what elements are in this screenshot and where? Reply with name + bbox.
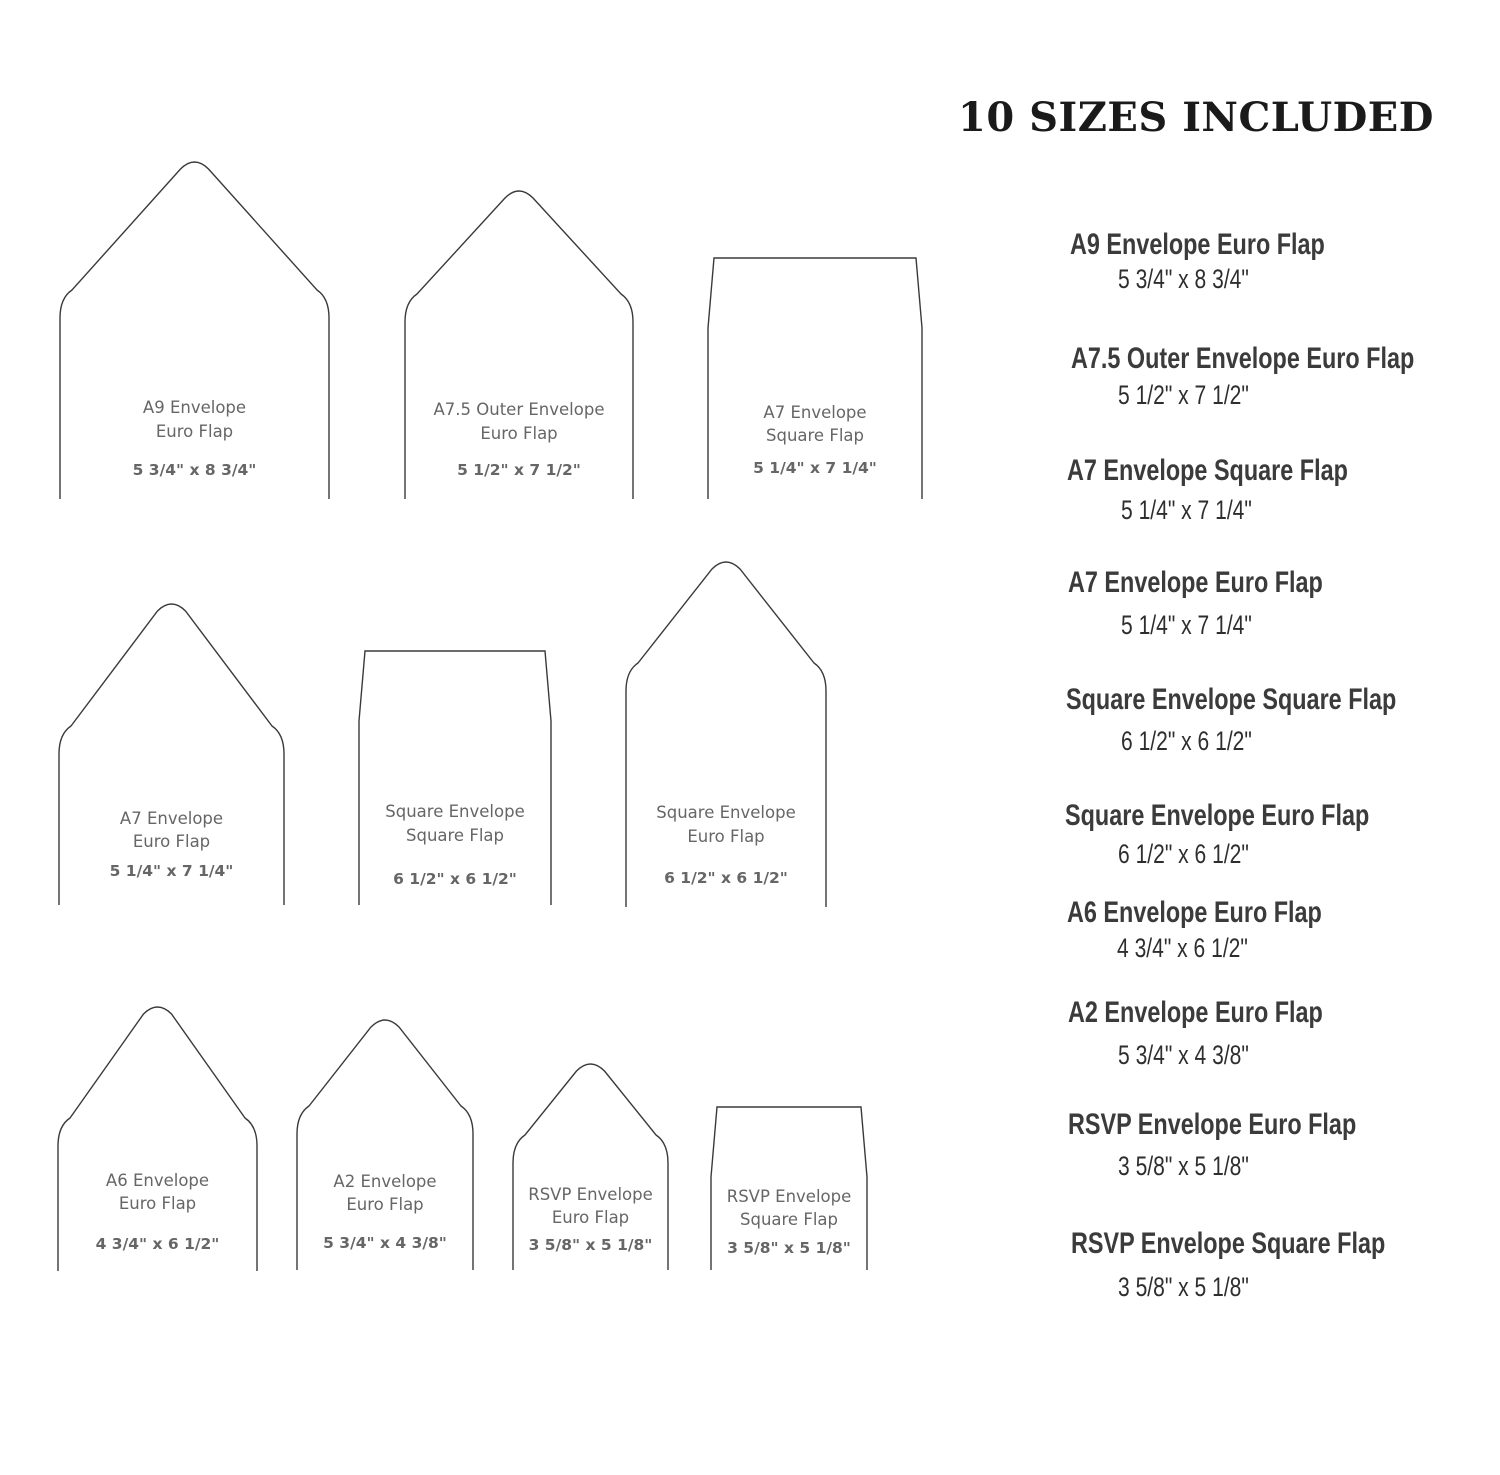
envelope-dimensions: 4 3/4" x 6 1/2" xyxy=(95,1235,220,1253)
envelope-label: A7 Envelope xyxy=(119,809,224,828)
size-list-name: RSVP Envelope Square Flap xyxy=(1071,1227,1386,1260)
size-list-name: A6 Envelope Euro Flap xyxy=(1067,896,1322,929)
size-list-name: RSVP Envelope Euro Flap xyxy=(1068,1108,1357,1141)
envelope-dimensions: 5 1/2" x 7 1/2" xyxy=(457,461,581,479)
envelope-dimensions: 6 1/2" x 6 1/2" xyxy=(664,869,788,887)
envelope-a75-euro xyxy=(405,191,633,499)
size-list-name: A7.5 Outer Envelope Euro Flap xyxy=(1071,342,1415,375)
size-list-dims: 6 1/2" x 6 1/2" xyxy=(1118,839,1249,869)
envelope-label: RSVP Envelope xyxy=(726,1187,852,1206)
size-list-dims: 5 1/4" x 7 1/4" xyxy=(1121,610,1252,640)
envelope-flap-label: Square Flap xyxy=(740,1210,838,1229)
size-list-dims: 5 1/2" x 7 1/2" xyxy=(1118,380,1249,410)
size-list-dims: 6 1/2" x 6 1/2" xyxy=(1121,726,1252,756)
envelope-label: Square Envelope xyxy=(656,803,796,822)
envelope-dimensions: 5 3/4" x 8 3/4" xyxy=(132,461,257,479)
size-list-dims: 5 3/4" x 4 3/8" xyxy=(1118,1040,1249,1070)
envelope-flap-label: Euro Flap xyxy=(155,422,234,441)
envelope-label: RSVP Envelope xyxy=(528,1185,653,1204)
size-list-name: Square Envelope Euro Flap xyxy=(1065,799,1370,832)
envelope-flap-label: Euro Flap xyxy=(118,1194,197,1213)
envelope-outline xyxy=(359,651,551,905)
envelope-outline xyxy=(59,604,284,905)
envelope-dimensions: 5 3/4" x 4 3/8" xyxy=(323,1234,447,1252)
envelope-dimensions: 3 5/8" x 5 1/8" xyxy=(727,1239,851,1257)
envelope-outline xyxy=(297,1020,473,1270)
envelope-outline xyxy=(405,191,633,499)
envelope-a9-euro xyxy=(60,162,329,499)
envelope-dimensions: 6 1/2" x 6 1/2" xyxy=(393,870,517,888)
envelope-square-euro xyxy=(626,562,826,907)
envelope-dimensions: 3 5/8" x 5 1/8" xyxy=(528,1236,653,1254)
envelope-rsvp-square xyxy=(711,1107,867,1270)
envelope-flap-label: Euro Flap xyxy=(132,832,211,851)
envelope-square-square xyxy=(359,651,551,905)
envelope-flap-label: Euro Flap xyxy=(346,1195,424,1214)
size-list-dims: 4 3/4" x 6 1/2" xyxy=(1117,933,1248,963)
envelope-label: Square Envelope xyxy=(385,802,525,821)
size-list-dims: 5 1/4" x 7 1/4" xyxy=(1121,495,1252,525)
size-list-name: A7 Envelope Square Flap xyxy=(1067,454,1348,487)
envelope-a7-euro xyxy=(59,604,284,905)
envelope-rsvp-euro xyxy=(513,1064,668,1270)
envelope-outline xyxy=(60,162,329,499)
envelope-label: A7.5 Outer Envelope xyxy=(433,400,605,419)
size-list-dims: 3 5/8" x 5 1/8" xyxy=(1118,1151,1249,1181)
size-list-name: A2 Envelope Euro Flap xyxy=(1068,996,1323,1029)
envelope-flap-label: Square Flap xyxy=(406,826,504,845)
envelope-dimensions: 5 1/4" x 7 1/4" xyxy=(753,459,877,477)
envelope-dimensions: 5 1/4" x 7 1/4" xyxy=(109,862,234,880)
envelope-a2-euro xyxy=(297,1020,473,1270)
envelope-flap-label: Euro Flap xyxy=(480,424,558,443)
envelope-flap-label: Square Flap xyxy=(766,426,864,445)
page-title: 10 SIZES INCLUDED xyxy=(958,94,1434,141)
envelope-label: A7 Envelope xyxy=(763,403,867,422)
envelope-a6-euro xyxy=(58,1007,257,1271)
envelope-label: A9 Envelope xyxy=(142,398,247,417)
size-list-name: A9 Envelope Euro Flap xyxy=(1070,228,1325,261)
envelope-outline xyxy=(626,562,826,907)
envelope-label: A2 Envelope xyxy=(333,1172,437,1191)
envelope-label: A6 Envelope xyxy=(105,1171,210,1190)
envelope-flap-label: Euro Flap xyxy=(551,1208,630,1227)
envelope-a7-square xyxy=(708,258,922,499)
size-list-name: A7 Envelope Euro Flap xyxy=(1068,566,1323,599)
size-list-dims: 5 3/4" x 8 3/4" xyxy=(1118,264,1249,294)
size-list-dims: 3 5/8" x 5 1/8" xyxy=(1118,1272,1249,1302)
envelope-flap-label: Euro Flap xyxy=(687,827,765,846)
envelope-outline xyxy=(58,1007,257,1271)
size-list-name: Square Envelope Square Flap xyxy=(1066,683,1397,716)
